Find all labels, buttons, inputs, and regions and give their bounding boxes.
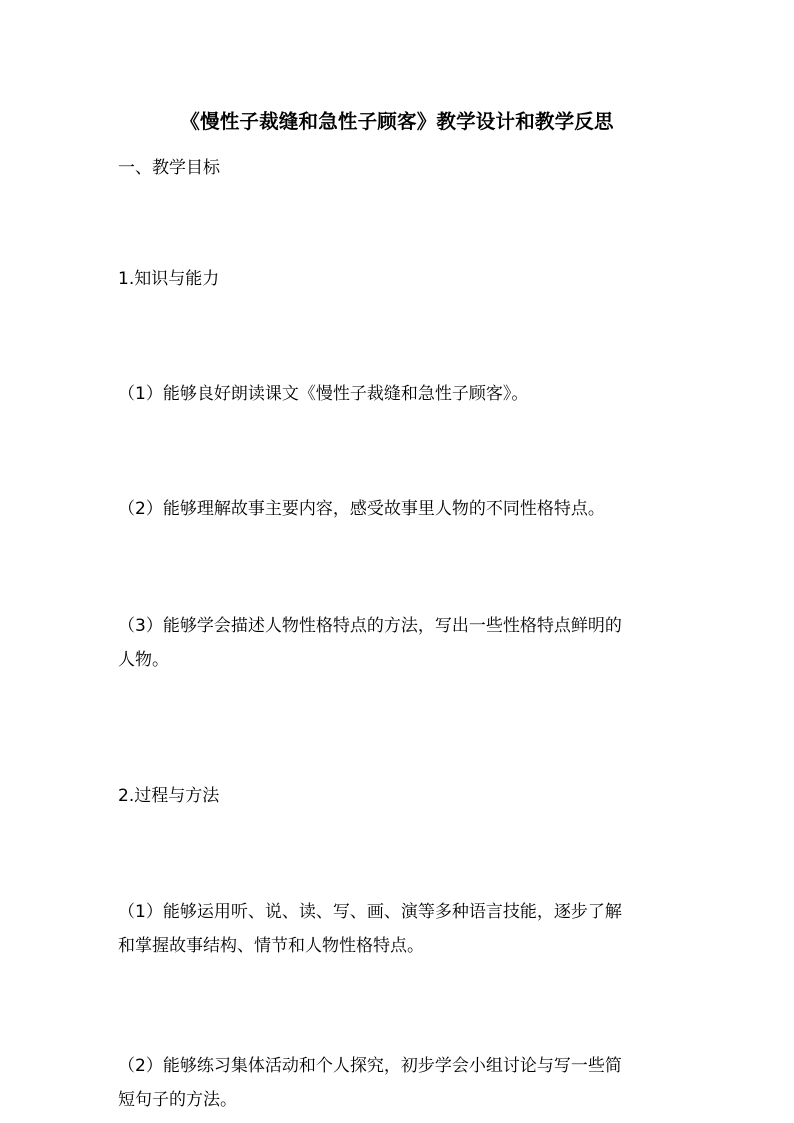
goal-item-1-3-line-2: 人物。	[118, 650, 169, 670]
goal-item-2-1-line-2: 和掌握故事结构、情节和人物性格特点。	[118, 936, 424, 956]
goal-item-1-3-line-1: （3）能够学会描述人物性格特点的方法，写出一些性格特点鲜明的	[118, 616, 622, 636]
goal-item-1-3	[118, 609, 678, 677]
goal-item-2-2-line-2: 短句子的方法。	[118, 1090, 237, 1110]
subsection-heading-knowledge-ability: 1.知识与能力	[118, 269, 220, 289]
goal-item-1-2: （2）能够理解故事主要内容，感受故事里人物的不同性格特点。	[118, 499, 605, 519]
goal-item-2-2	[118, 1049, 678, 1117]
goal-item-2-1-line-1: （1）能够运用听、说、读、写、画、演等多种语言技能，逐步了解	[118, 902, 622, 922]
document-title: 《慢性子裁缝和急性子顾客》教学设计和教学反思	[180, 110, 614, 133]
goal-item-2-1	[118, 895, 678, 963]
goal-item-1-1: （1）能够良好朗读课文《慢性子裁缝和急性子顾客》。	[118, 384, 529, 404]
goal-item-2-2-line-1: （2）能够练习集体活动和个人探究，初步学会小组讨论与写一些简	[118, 1056, 622, 1076]
subsection-heading-process-method: 2.过程与方法	[118, 786, 220, 806]
section-heading-teaching-goals: 一、教学目标	[118, 158, 220, 178]
